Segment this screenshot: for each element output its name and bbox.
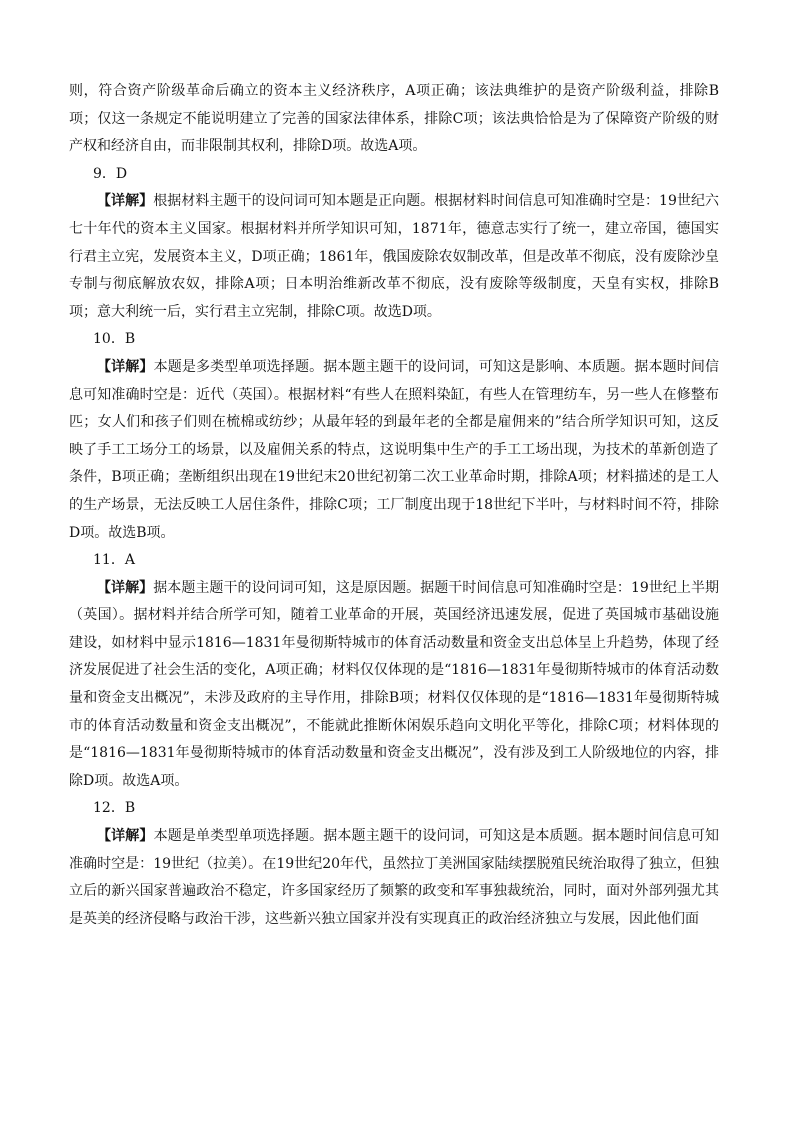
paragraph-text: 根据材料主题干的设问词可知本题是正向题。根据材料时间信息可知准确时空是：19世纪六七十年代的资本主义国家。根据材料并所学知识可知，1871年，德意志实行了统一，建立帝国，德国实行君主立宪，发展资本主义，D项正确；1861年，俄国废除农奴制改革，但是改革不彻底，没有废除沙皇专制与彻底解放农奴，排除A项；日本明治维新改革不彻底，没有废除等级制度，天皇有实权，排除B项；意大利统一后，实行君主立宪制，排除C项。故选D项。: [69, 193, 720, 320]
question-answer-label: 11．A: [93, 552, 135, 569]
paragraph-q9-explanation: [69, 188, 719, 326]
explanation-tag: 【详解】: [97, 193, 154, 210]
question-answer-label: 10．B: [93, 331, 136, 348]
question-number-12: [69, 795, 719, 823]
explanation-tag: 【详解】: [97, 828, 154, 845]
question-answer-label: 12．B: [93, 800, 136, 817]
paragraph-q8-continuation: [69, 78, 719, 161]
paragraph-q10-explanation: [69, 354, 719, 547]
explanation-tag: 【详解】: [97, 358, 154, 375]
paragraph-text: 本题是单类型单项选择题。据本题主题干的设问词，可知这是本质题。据本题时间信息可知准确时空是：19世纪（拉美）。在19世纪20年代，虽然拉丁美洲国家陆续摆脱殖民统治取得了独立，但独立后的新兴国家普遍政治不稳定，许多国家经历了频繁的政变和军事独裁统治，同时，面对外部列强尤其是英美的经济侵略与政治干涉，这些新兴独立国家并没有实现真正的政治经济独立与发展，因此他们面: [69, 828, 720, 927]
question-number-10: [69, 326, 719, 354]
paragraph-q11-explanation: [69, 575, 719, 796]
question-number-11: [69, 547, 719, 575]
paragraph-text: 则，符合资产阶级革命后确立的资本主义经济秩序，A项正确；该法典维护的是资产阶级利益，排除B项；仅这一条规定不能说明建立了完善的国家法律体系，排除C项；该法典恰恰是为了保障资产阶级的财产权和经济自由，而非限制其权利，排除D项。故选A项。: [69, 83, 719, 155]
explanation-tag: 【详解】: [97, 579, 154, 596]
paragraph-text: 本题是多类型单项选择题。据本题主题干的设问词，可知这是影响、本质题。据本题时间信息可知准确时空是：近代（英国）。根据材料“有些人在照料染缸，有些人在管理纺车，另一些人在修整布匹；女人们和孩子们则在梳棉或纺纱；从最年轻的到最年老的全都是雇佣来的”结合所学知识可知，这反映了手工工场分工的场景，以及雇佣关系的特点，这说明集中生产的手工工场出现，为技术的革新创造了条件，B项正确；垄断组织出现在19世纪末20世纪初第二次工业革命时期，排除A项；材料描述的是工人的生产场景，无法反映工人居住条件，排除C项；工厂制度出现于18世纪下半叶，与材料时间不符，排除D项。故选B项。: [69, 358, 720, 541]
question-answer-label: 9．D: [93, 165, 128, 182]
paragraph-q12-explanation: [69, 823, 719, 933]
question-number-9: [69, 161, 719, 189]
answer-explanations: [69, 78, 719, 933]
paragraph-text: 据本题主题干的设问词可知，这是原因题。据题干时间信息可知准确时空是：19世纪上半期（英国）。据材料并结合所学可知，随着工业革命的开展，英国经济迅速发展，促进了英国城市基础设施建设，如材料中显示1816—1831年曼彻斯特城市的体育活动数量和资金支出总体呈上升趋势，体现了经济发展促进了社会生活的变化，A项正确；材料仅仅体现的是“1816—1831年曼彻斯特城市的体育活动数量和资金支出概况”，未涉及政府的主导作用，排除B项；材料仅仅体现的是“1816—1831年曼彻斯特城市的体育活动数量和资金支出概况”，不能就此推断休闲娱乐趋向文明化平等化，排除C项；材料体现的是“1816—1831年曼彻斯特城市的体育活动数量和资金支出概况”，没有涉及到工人阶级地位的内容，排除D项。故选A项。: [69, 579, 720, 789]
